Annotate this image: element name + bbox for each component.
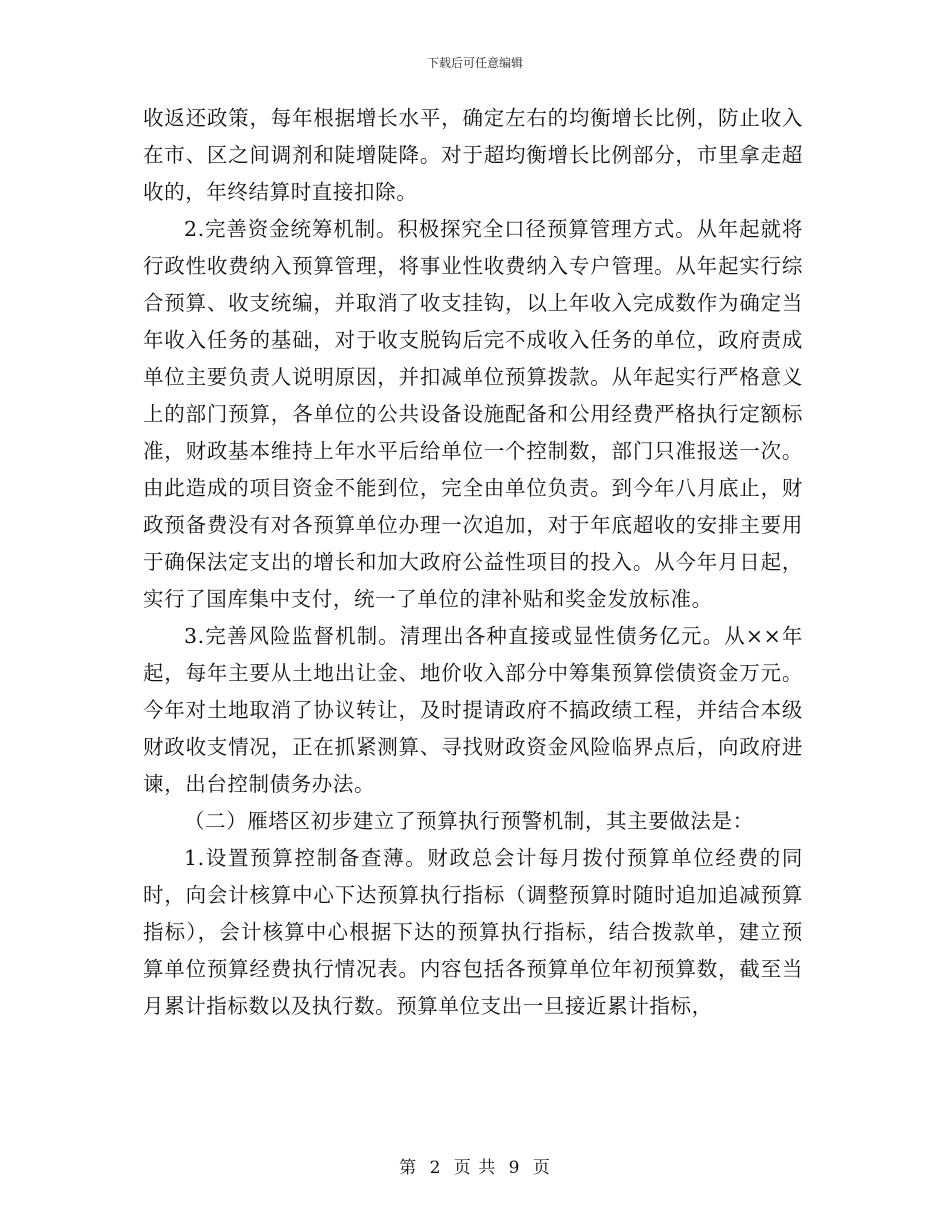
paragraph-fund-coordination: 2.完善资金统筹机制。积极探究全口径预算管理方式。从年起就将行政性收费纳入预算管理，将事业性收费纳入专户管理。从年起实行综合预算、收支统编，并取消了收支挂钩，以上年收入完成数作为确定当年收入任务的基础，对于收支脱钩后完不成收入任务的单位，政府责成单位主要负责人说明原因，并扣减单位预算拨款。从年起实行严格意义上的部门预算，各单位的公共设备设施配备和公用经费严格执行定额标准，财政基本维持上年水平后给单位一个控制数，部门只准报送一次。由此造成的项目资金不能到位，完全由单位负责。到今年八月底止，财政预备费没有对各预算单位办理一次追加，对于年底超收的安排主要用于确保法定支出的增长和加大政府公益性项目的投入。从今年月日起，实行了国库集中支付，统一了单位的津补贴和奖金发放标准。: [143, 217, 803, 611]
footer-suffix: 页: [532, 1158, 551, 1178]
footer-current-page: 2: [429, 1158, 442, 1178]
paragraph-continuation: 收返还政策，每年根据增长水平，确定左右的均衡增长比例，防止收入在市、区之间调剂和陡增陡降。对于超均衡增长比例部分，市里拿走超收的，年终结算时直接扣除。: [143, 106, 803, 204]
section-heading-yanta: （二）雁塔区初步建立了预算执行预警机制，其主要做法是：: [184, 809, 754, 833]
footer-middle: 页 共: [453, 1158, 497, 1178]
page-footer: [0, 1153, 950, 1178]
paragraph-budget-control-book: 1.设置预算控制备查薄。财政总会计每月拨付预算单位经费的同时，向会计核算中心下达预算执行指标（调整预算时随时追加追减预算指标），会计核算中心根据下达的预算执行指标，结合拨款单，建立预算单位预算经费执行情况表。内容包括各预算单位年初预算数，截至当月累计指标数以及执行数。预算单位支出一旦接近累计指标，: [143, 846, 803, 1018]
paragraph-risk-supervision: 3.完善风险监督机制。清理出各种直接或显性债务亿元。从××年起，每年主要从土地出让金、地价收入部分中筹集预算偿债资金万元。今年对土地取消了协议转让，及时提请政府不搞政绩工程，并结合本级财政收支情况，正在抓紧测算、寻找财政资金风险临界点后，向政府进谏，出台控制债务办法。: [143, 624, 803, 796]
document-body: [143, 100, 803, 1025]
footer-total-pages: 9: [508, 1158, 521, 1178]
footer-prefix: 第: [399, 1158, 418, 1178]
page-header: 下载后可任意编辑: [426, 56, 523, 70]
